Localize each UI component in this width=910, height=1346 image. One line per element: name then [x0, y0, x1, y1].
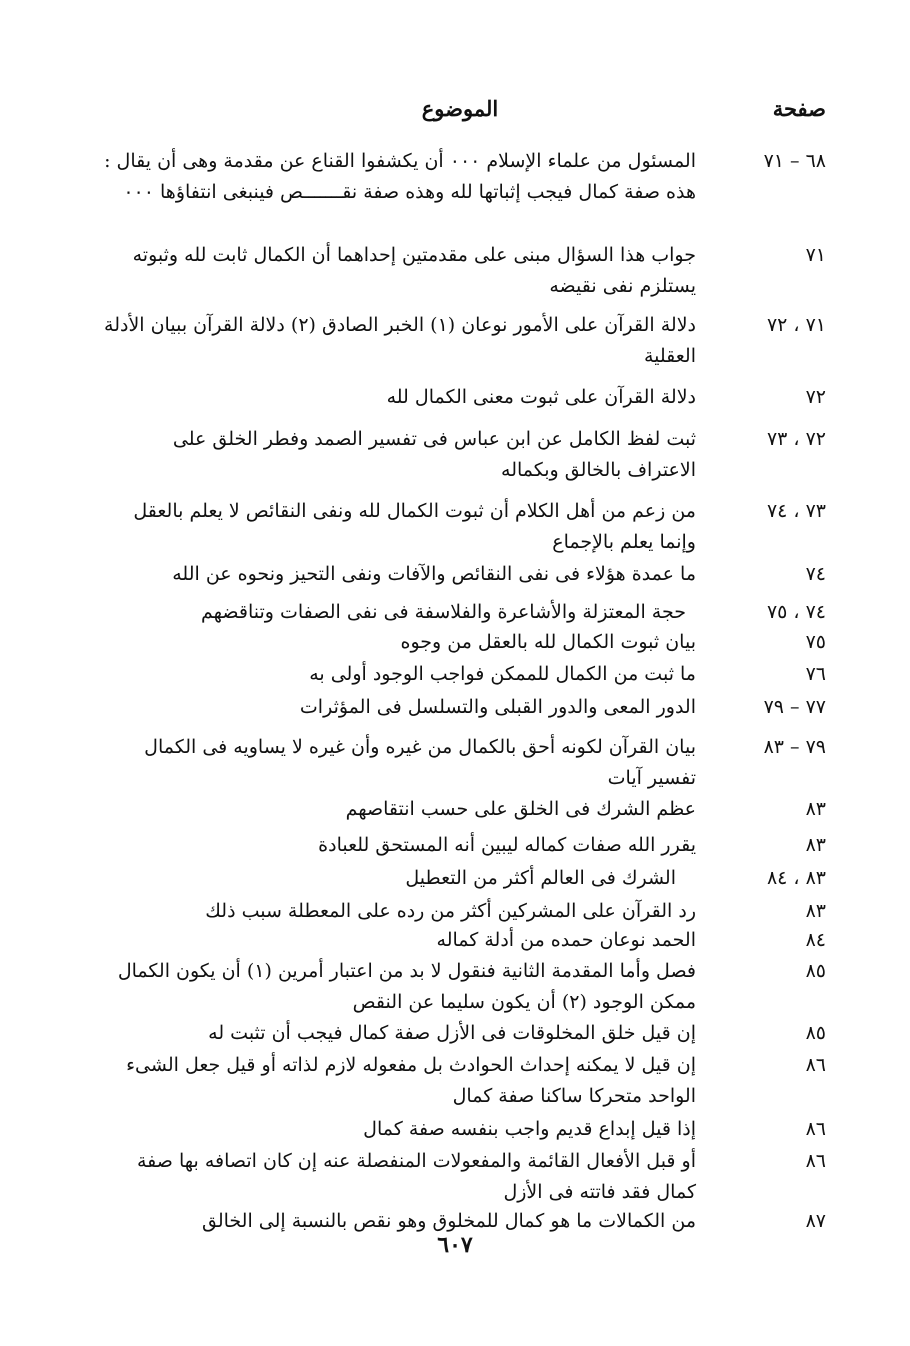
toc-entry — [100, 597, 826, 628]
entry-pages: ٨٣ ، ٨٤ — [766, 867, 826, 889]
entry-pages: ٧١ — [805, 244, 826, 266]
topic-column-header: الموضوع — [421, 96, 499, 121]
entry-text: ما عمدة هؤلاء فى نفى النقائص والآفات ونفى التحيز ونحوه عن الله — [172, 563, 696, 585]
entry-pages: ٨٣ — [805, 900, 826, 922]
entry-text: إن قيل خلق المخلوقات فى الأزل صفة كمال فيجب أن تثبت له — [208, 1022, 696, 1044]
toc-entry — [100, 559, 826, 590]
entry-pages: ٨٤ — [805, 929, 826, 951]
toc-entry — [100, 240, 826, 302]
toc-entry — [100, 692, 826, 723]
toc-entry — [100, 956, 826, 1018]
toc-entry — [100, 896, 826, 927]
entry-text: من زعم من أهل الكلام أن ثبوت الكمال لله ونفى النقائص لا يعلم بالعقل وإنما يعلم بالإجماع — [133, 500, 696, 553]
toc-entry — [100, 382, 826, 413]
entry-pages: ٨٥ — [805, 1022, 826, 1044]
toc-entry — [100, 1114, 826, 1145]
page-number: ٦٠٧ — [437, 1232, 473, 1258]
entry-text: فصل وأما المقدمة الثانية فنقول لا بد من اعتبار أمرين (١) أن يكون الكمال ممكن الوجود (٢) أن يكون سليما عن النقص — [117, 960, 696, 1013]
toc-entry — [100, 794, 826, 825]
entry-pages: ٨٥ — [805, 960, 826, 982]
entry-text: عظم الشرك فى الخلق على حسب انتقاصهم — [345, 798, 696, 820]
entry-pages: ٨٣ — [805, 834, 826, 856]
toc-entry — [100, 925, 826, 956]
toc-entry — [100, 1146, 826, 1208]
entry-pages: ٧١ ، ٧٢ — [766, 314, 826, 336]
entry-pages: ٧٣ ، ٧٤ — [766, 500, 826, 522]
entry-text: ثبت لفظ الكامل عن ابن عباس فى تفسير الصمد وفطر الخلق على الاعتراف بالخالق وبكماله — [172, 428, 696, 481]
page-column-header: صفحة — [772, 96, 826, 121]
entry-text: المسئول من علماء الإسلام ٠٠٠ أن يكشفوا القناع عن مقدمة وهى أن يقال : هذه صفة كمال فيجب إثباتها لله وهذه صفة نقـــــــص فينبغى انتفاؤها ٠٠٠ — [104, 150, 696, 203]
entry-text: ما ثبت من الكمال للممكن فواجب الوجود أولى به — [309, 663, 696, 685]
entry-pages: ٧٤ — [805, 563, 826, 585]
toc-entry — [100, 830, 826, 861]
entry-text: أو قبل الأفعال القائمة والمفعولات المنفصلة عنه إن كان اتصافه بها صفة كمال فقد فاتته فى الأزل — [136, 1150, 696, 1203]
entry-text: دلالة القرآن على الأمور نوعان (١) الخبر الصادق (٢) دلالة القرآن ببيان الأدلة العقلية — [104, 314, 696, 367]
toc-entry — [100, 310, 826, 372]
toc-entry — [100, 732, 826, 794]
entry-text: جواب هذا السؤال مبنى على مقدمتين إحداهما أن الكمال ثابت لله وثبوته يستلزم نفى نقيضه — [132, 244, 696, 297]
toc-entry — [100, 496, 826, 558]
entry-pages: ٧٢ ، ٧٣ — [766, 428, 826, 450]
entry-text: إذا قيل إبداع قديم واجب بنفسه صفة كمال — [363, 1118, 696, 1140]
toc-entry — [100, 627, 826, 658]
entry-pages: ٧٤ ، ٧٥ — [766, 601, 826, 623]
entry-pages: ٨٦ — [805, 1118, 826, 1140]
entry-pages: ٨٦ — [805, 1054, 826, 1076]
entry-text: الدور المعى والدور القبلى والتسلسل فى المؤثرات — [299, 696, 696, 718]
entry-pages: ٧٦ — [805, 663, 826, 685]
toc-entry — [100, 424, 826, 486]
entry-pages: ٧٩ – ٨٣ — [763, 736, 826, 758]
entry-text: يقرر الله صفات كماله ليبين أنه المستحق للعبادة — [318, 834, 696, 856]
entry-pages: ٨٣ — [805, 798, 826, 820]
entry-pages: ٨٦ — [805, 1150, 826, 1172]
entry-text: رد القرآن على المشركين أكثر من رده على المعطلة سبب ذلك — [205, 900, 696, 922]
entry-text: بيان ثبوت الكمال لله بالعقل من وجوه — [400, 631, 696, 653]
toc-entry — [100, 863, 826, 894]
entry-pages: ٧٢ — [805, 386, 826, 408]
entry-text: الشرك فى العالم أكثر من التعطيل — [405, 867, 676, 889]
entry-pages: ٦٨ – ٧١ — [763, 150, 826, 172]
entry-text: إن قيل لا يمكنه إحداث الحوادث بل مفعوله لازم لذاته أو قيل جعل الشىء الواحد متحركا ساكنا صفة كمال — [126, 1054, 696, 1107]
entry-pages: ٨٧ — [805, 1210, 826, 1232]
entry-text: الحمد نوعان حمده من أدلة كماله — [436, 929, 696, 951]
toc-entry — [100, 1018, 826, 1049]
entry-text: بيان القرآن لكونه أحق بالكمال من غيره وأن غيره لا يساويه فى الكمال تفسير آيات — [144, 736, 696, 789]
toc-entry — [100, 1050, 826, 1112]
entry-text: حجة المعتزلة والأشاعرة والفلاسفة فى نفى الصفات وتناقضهم — [200, 601, 686, 623]
toc-entry — [100, 146, 826, 208]
entry-pages: ٧٥ — [805, 631, 826, 653]
entry-pages: ٧٧ – ٧٩ — [763, 696, 826, 718]
entry-text: من الكمالات ما هو كمال للمخلوق وهو نقص بالنسبة إلى الخالق — [201, 1210, 696, 1232]
entry-text: دلالة القرآن على ثبوت معنى الكمال لله — [386, 386, 696, 408]
toc-entry — [100, 659, 826, 690]
